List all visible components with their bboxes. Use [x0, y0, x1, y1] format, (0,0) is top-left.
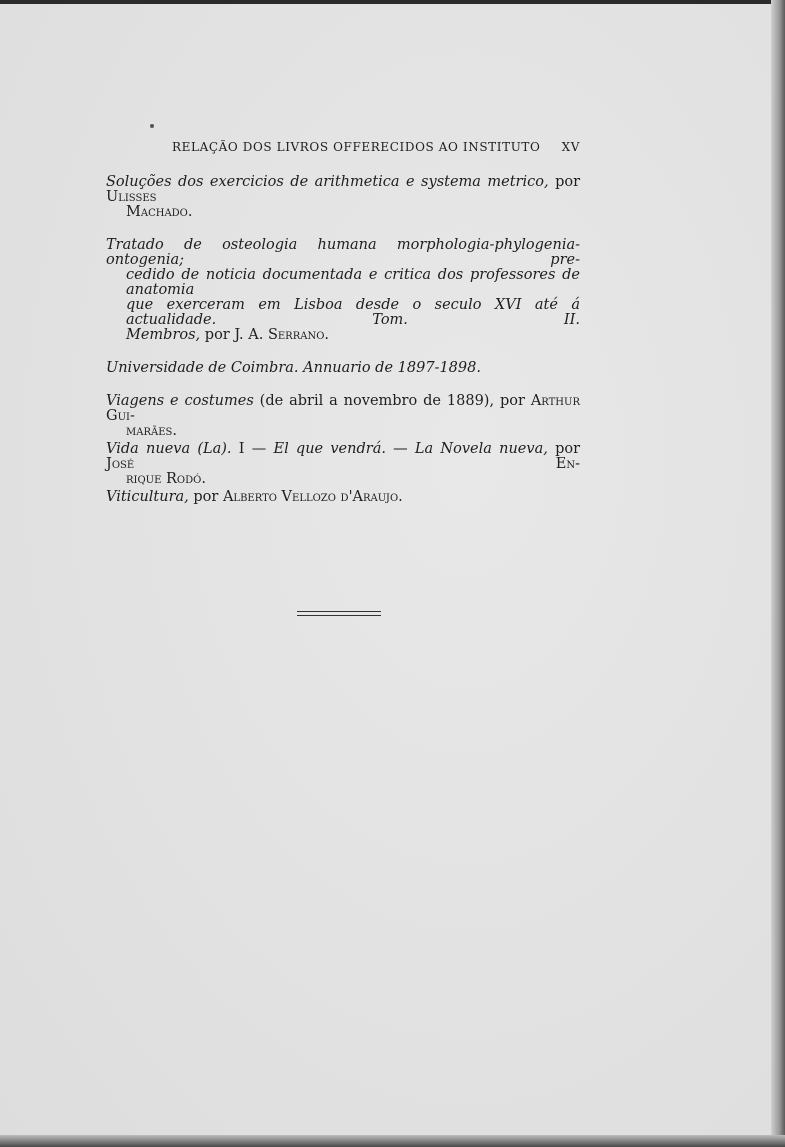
book-author: Ulisses	[106, 189, 157, 205]
page-edge	[771, 0, 785, 1147]
book-author: Alberto Vellozo d'Araujo.	[222, 489, 403, 505]
double-rule-divider	[297, 611, 381, 616]
list-item: Vida nueva (La). I — El que vendrá. — La Novela nueva, por José En- rique Rodó.	[106, 441, 581, 487]
ink-dot	[150, 124, 154, 128]
page	[0, 4, 776, 1140]
list-item: Viticultura, por Alberto Vellozo d'Araujo.	[106, 489, 403, 505]
list-item: Viagens e costumes (de abril a novembro de 1889), por Arthur Gui- marães.	[106, 393, 580, 439]
book-title: Viticultura,	[106, 489, 189, 505]
book-title: Tratado de osteologia humana morphologia-phylogenia-ontogenia; pre-	[106, 237, 580, 268]
list-item: Tratado de osteologia humana morphologia-phylogenia-ontogenia; pre- cedido de noticia documentada e critica dos professores de anatomia que exerceram em Lisboa desde o seculo XVI até á actualidade. Tom. II. Membros, por J. A. Serrano.	[106, 237, 580, 343]
book-author: J. A. Serrano.	[234, 327, 330, 343]
book-title: Soluções dos exercicios de arithmetica e systema metrico,	[106, 174, 549, 190]
running-title: RELAÇÃO DOS LIVROS OFFERECIDOS AO INSTITUTO	[172, 140, 541, 154]
book-title-cont: cedido de noticia documentada e critica dos professores de anatomia	[126, 267, 580, 298]
book-author-cont: marães.	[126, 423, 177, 439]
page-edge	[0, 1135, 785, 1147]
book-author: José En-	[106, 456, 580, 472]
book-title: Viagens e costumes	[106, 393, 254, 409]
list-item: Soluções dos exercicios de arithmetica e systema metrico, por Ulisses Machado.	[106, 174, 581, 220]
book-author-cont: Machado.	[126, 204, 193, 220]
book-author: Arthur Gui-	[106, 393, 580, 424]
list-item	[106, 361, 580, 376]
book-title-cont: que exerceram em Lisboa desde o seculo XVI até á actualidade. Tom. II.	[126, 297, 580, 328]
book-list	[106, 175, 580, 523]
book-title-cont: Membros,	[126, 327, 201, 343]
book-author-cont: rique Rodó.	[126, 471, 206, 487]
page-number: XV	[561, 140, 580, 154]
book-title: Universidade de Coimbra. Annuario de 1897-1898.	[106, 360, 481, 376]
book-title: Vida nueva (La).	[106, 441, 232, 457]
